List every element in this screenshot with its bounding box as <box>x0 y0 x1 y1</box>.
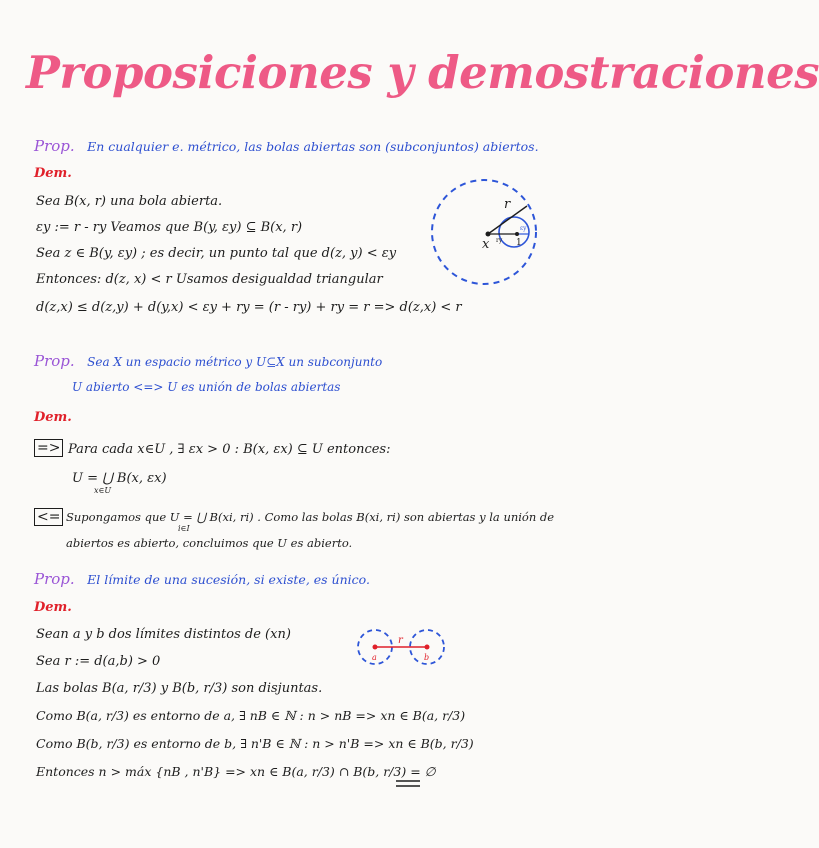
forward-implication-arrow: => <box>37 440 61 456</box>
center-label: x <box>482 237 490 252</box>
dem1-line-4: Entonces: d(z, x) < r Usamos desigualdad triangular <box>36 272 383 287</box>
backward-line-1: Supongamos que U = ⋃ B(xi, ri) . Como las bolas B(xi, ri) son abiertas y la unión de <box>66 510 555 524</box>
forward-line-1: Para cada x∈U , ∃ εx > 0 : B(x, εx) ⊆ U entonces: <box>68 442 391 457</box>
label-a: a <box>372 653 377 662</box>
backward-implication-box <box>34 508 63 526</box>
dem1-line-3: Sea z ∈ B(y, εy) ; es decir, un punto tal que d(z, y) < εy <box>36 246 397 261</box>
prop3 <box>34 570 370 588</box>
prop3-tag: Prop. <box>34 570 75 588</box>
forward-line-2: U = ⋃ B(x, εx) <box>72 471 167 486</box>
dem3-line-3: Las bolas B(a, r/3) y B(b, r/3) son disjuntas. <box>36 681 323 696</box>
ry-label: ry <box>496 237 503 244</box>
eps-label: εy <box>520 225 527 232</box>
dem1-line-1: Sea B(x, r) una bola abierta. <box>36 194 223 209</box>
prop2-statement-1: Sea X un espacio métrico y U⊆X un subconjunto <box>87 355 383 369</box>
dem3-line-4: Como B(a, r/3) es entorno de a, ∃ nB ∈ ℕ : n > nB => xn ∈ B(a, r/3) <box>36 708 466 723</box>
prop2-statement-2: U abierto <=> U es unión de bolas abiertas <box>72 380 341 394</box>
dem3-line-1: Sean a y b dos límites distintos de (xn) <box>36 627 291 642</box>
dem3-line-6: Entonces n > máx {nB , n'B} => xn ∈ B(a, r/3) ∩ B(b, r/3) = ∅ <box>36 764 436 779</box>
backward-implication-arrow: <= <box>37 509 61 525</box>
prop2-tag: Prop. <box>34 352 75 370</box>
dem1-line-5: d(z,x) ≤ d(z,y) + d(y,x) < εy + ry = (r - ry) + ry = r => d(z,x) < r <box>36 300 462 315</box>
prop1 <box>34 137 539 155</box>
dem3-line-5: Como B(b, r/3) es entorno de b, ∃ n'B ∈ ℕ : n > n'B => xn ∈ B(b, r/3) <box>36 736 474 751</box>
dem2-label: Dem. <box>34 410 72 425</box>
dem3-label: Dem. <box>34 600 72 615</box>
dem1-label: Dem. <box>34 166 72 181</box>
prop1-tag: Prop. <box>34 137 75 155</box>
point-b <box>425 645 430 650</box>
dem1-line-2: εy := r - ry Veamos que B(y, εy) ⊆ B(x, r) <box>36 220 303 235</box>
point-a <box>373 645 378 650</box>
page-title: Proposiciones y demostraciones <box>26 46 819 99</box>
radius-label: r <box>504 197 511 212</box>
distance-label: r <box>398 635 403 646</box>
one-label: 1 <box>516 238 522 248</box>
y-point <box>515 232 519 236</box>
center-point <box>486 232 491 237</box>
label-b: b <box>424 653 430 662</box>
small-ball-circle <box>499 217 529 247</box>
forward-union-index: x∈U <box>94 486 112 495</box>
dem3-line-2: Sea r := d(a,b) > 0 <box>36 654 161 669</box>
prop1-statement: En cualquier e. métrico, las bolas abiertas son (subconjuntos) abiertos. <box>87 139 539 154</box>
backward-line-2: abiertos es abierto, concluimos que U es abierto. <box>66 536 353 550</box>
backward-union-index: i∈I <box>178 524 190 533</box>
prop3-statement: El límite de una sucesión, si existe, es único. <box>87 572 370 587</box>
big-ball-circle <box>432 180 536 284</box>
double-underline <box>394 778 424 790</box>
prop2 <box>34 352 382 370</box>
disjoint-balls-diagram <box>356 624 448 674</box>
forward-implication-box <box>34 439 63 457</box>
ball-diagram <box>430 178 540 288</box>
